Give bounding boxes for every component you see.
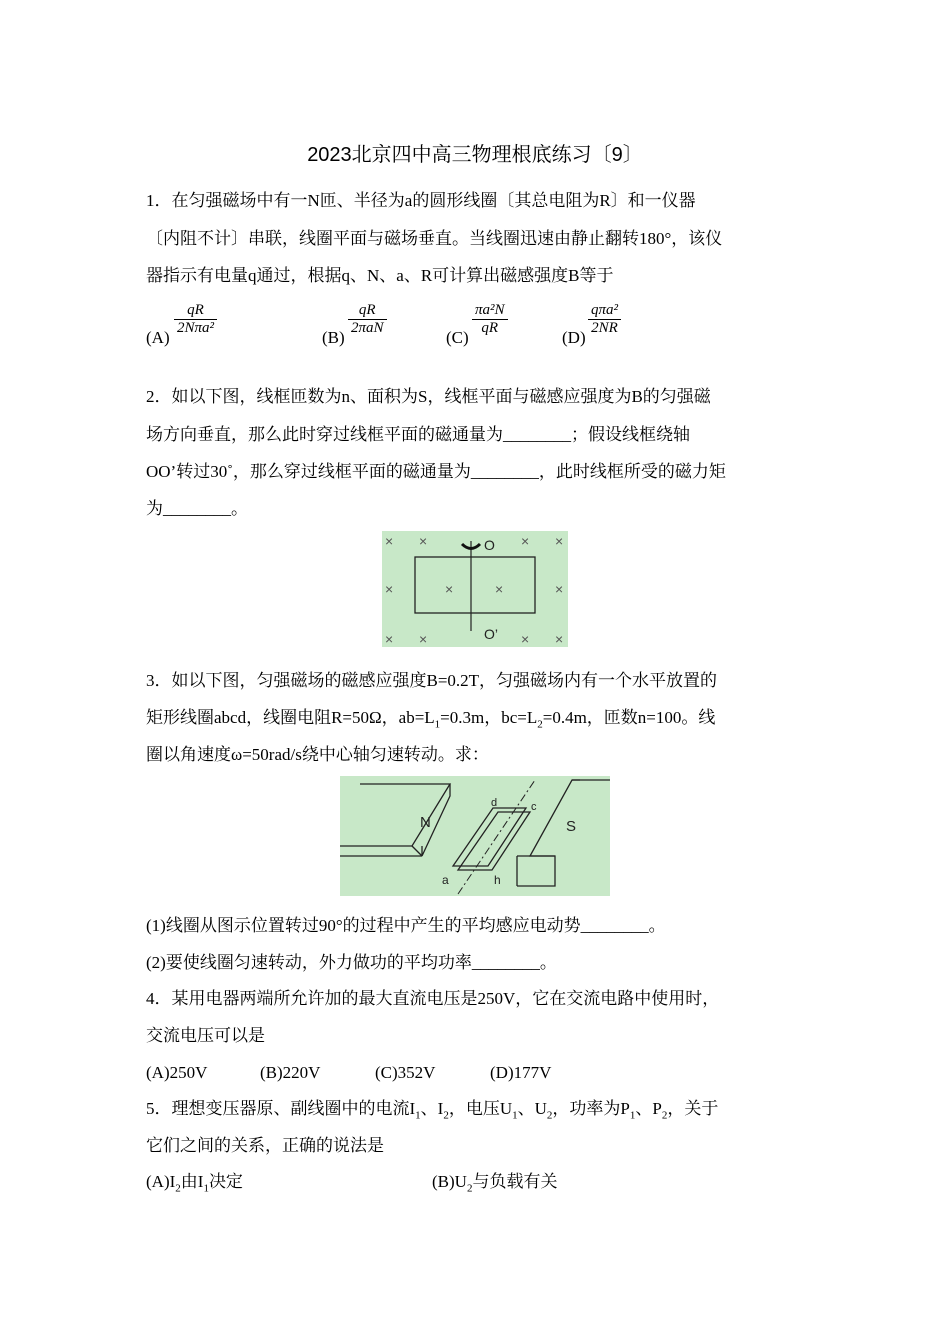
axis-label-bottom: O’ [484, 626, 498, 642]
text-part: =0.4m，匝数n=100。线 [542, 708, 716, 727]
label-n: N [420, 814, 431, 831]
q4-line-1: 4．某用电器两端所允许加的最大直流电压是250V，它在交流电路中使用时， [146, 989, 720, 1008]
field-cross-mark: × [419, 631, 428, 647]
q1-line-3: 器指示有电量q通过，根据q、N、a、R可计算出磁感强度B等于 [146, 266, 614, 285]
q4-line-2: 交流电压可以是 [146, 1026, 265, 1045]
numerator: qπa² [588, 302, 621, 320]
q3-sub-2: (2)要使线圈匀速转动，外力做功的平均功率________。 [146, 953, 557, 972]
text-part: 矩形线圈abcd，线圈电阻R=50Ω，ab=L [146, 708, 435, 727]
axis-label-top: O [484, 537, 495, 553]
label-b: h [494, 873, 501, 887]
q2-figure-frame-in-field [382, 531, 568, 647]
subscript: 2 [537, 718, 543, 731]
figure-background [340, 776, 610, 896]
fraction [348, 302, 387, 337]
q3-line-3: 圈以角速度ω=50rad/s绕中心轴匀速转动。求： [146, 745, 489, 764]
subscript: 2 [466, 1182, 473, 1195]
q2-line-3: OO’转过30˚，那么穿过线框平面的磁通量为________，此时线框所受的磁力矩 [146, 462, 726, 481]
option-label: (D) [562, 328, 586, 347]
label-c: c [531, 801, 537, 813]
text-part: 、P [635, 1099, 662, 1118]
field-cross-mark: × [521, 631, 530, 647]
q1-line-2: 〔内阻不计〕串联，线圈平面与磁场垂直。当线圈迅速由静止翻转180°，该仪 [146, 229, 723, 248]
label-d: d [491, 797, 498, 809]
field-cross-mark: × [555, 581, 564, 597]
q2-line-2: 场方向垂直，那么此时穿过线框平面的磁通量为________；假设线框绕轴 [146, 425, 690, 444]
q3-figure-generator [340, 776, 610, 896]
field-cross-mark: × [555, 631, 564, 647]
fraction [174, 302, 217, 337]
q4-option-d: (D)177V [490, 1063, 552, 1082]
text-part: 与负载有关 [472, 1172, 558, 1191]
page-title: 2023北京四中高三物理根底练习〔9〕 [307, 144, 643, 166]
denominator: 2Nπa² [177, 320, 215, 336]
subscript: 1 [203, 1182, 209, 1195]
subscript: 1 [629, 1109, 636, 1122]
field-cross-mark: × [385, 533, 394, 549]
text-part: 、U [517, 1099, 547, 1118]
q3-sub-1: (1)线圈从图示位置转过90°的过程中产生的平均感应电动势________。 [146, 916, 666, 935]
text-part: 由I [180, 1172, 204, 1191]
q3-line-2 [146, 706, 715, 736]
text-part: =0.3m，bc=L [440, 708, 538, 727]
subscript: 2 [443, 1109, 449, 1122]
fraction [472, 302, 508, 337]
text-part: (B)U [432, 1172, 467, 1191]
q5-line-1 [146, 1097, 718, 1127]
q5-line-2: 它们之间的关系，正确的说法是 [146, 1136, 384, 1155]
field-cross-mark: × [385, 631, 394, 647]
field-cross-mark: × [495, 581, 504, 597]
q4-option-c: (C)352V [375, 1063, 436, 1082]
q1-line-1: 1．在匀强磁场中有一N匝、半径为a的圆形线圈〔其总电阻为R〕和一仪器 [146, 191, 696, 210]
label-s: S [566, 818, 577, 835]
denominator: qR [481, 320, 499, 336]
text-part: ，关于 [667, 1099, 719, 1118]
option-label: (C) [446, 328, 469, 347]
numerator: qR [348, 302, 387, 320]
subscript: 1 [512, 1109, 518, 1122]
q4-option-b: (B)220V [260, 1063, 321, 1082]
q5-option-a [146, 1170, 243, 1200]
field-cross-mark: × [555, 533, 564, 549]
text-part: ，功率为P [552, 1099, 630, 1118]
numerator: qR [174, 302, 217, 320]
text-part: 决定 [208, 1172, 243, 1191]
text-part: (A)I [146, 1172, 176, 1191]
fraction [588, 302, 621, 337]
option-label: (B) [322, 328, 345, 347]
q3-line-1: 3．如以下图，匀强磁场的磁感应强度B=0.2T，匀强磁场内有一个水平放置的 [146, 671, 718, 690]
q2-line-4: 为________。 [146, 499, 248, 518]
field-cross-mark: × [445, 581, 454, 597]
field-cross-mark: × [419, 533, 428, 549]
text-part: 5．理想变压器原、副线圈中的电流I [146, 1099, 416, 1118]
numerator: πa²N [472, 302, 508, 320]
field-cross-mark: × [385, 581, 394, 597]
label-a: a [442, 873, 449, 887]
q2-line-1: 2．如以下图，线框匝数为n、面积为S，线框平面与磁感应强度为B的匀强磁 [146, 387, 711, 406]
subscript: 2 [661, 1109, 668, 1122]
text-part: 、I [420, 1099, 444, 1118]
subscript: 1 [434, 718, 441, 731]
subscript: 2 [175, 1182, 181, 1195]
option-label: (A) [146, 328, 170, 347]
denominator: 2NR [591, 320, 618, 336]
text-part: ，电压U [448, 1099, 513, 1118]
subscript: 2 [546, 1109, 553, 1122]
field-cross-mark: × [521, 533, 530, 549]
q4-option-a: (A)250V [146, 1063, 208, 1082]
denominator: 2πaN [351, 320, 384, 336]
q5-option-b [432, 1170, 557, 1200]
subscript: 1 [415, 1109, 421, 1122]
